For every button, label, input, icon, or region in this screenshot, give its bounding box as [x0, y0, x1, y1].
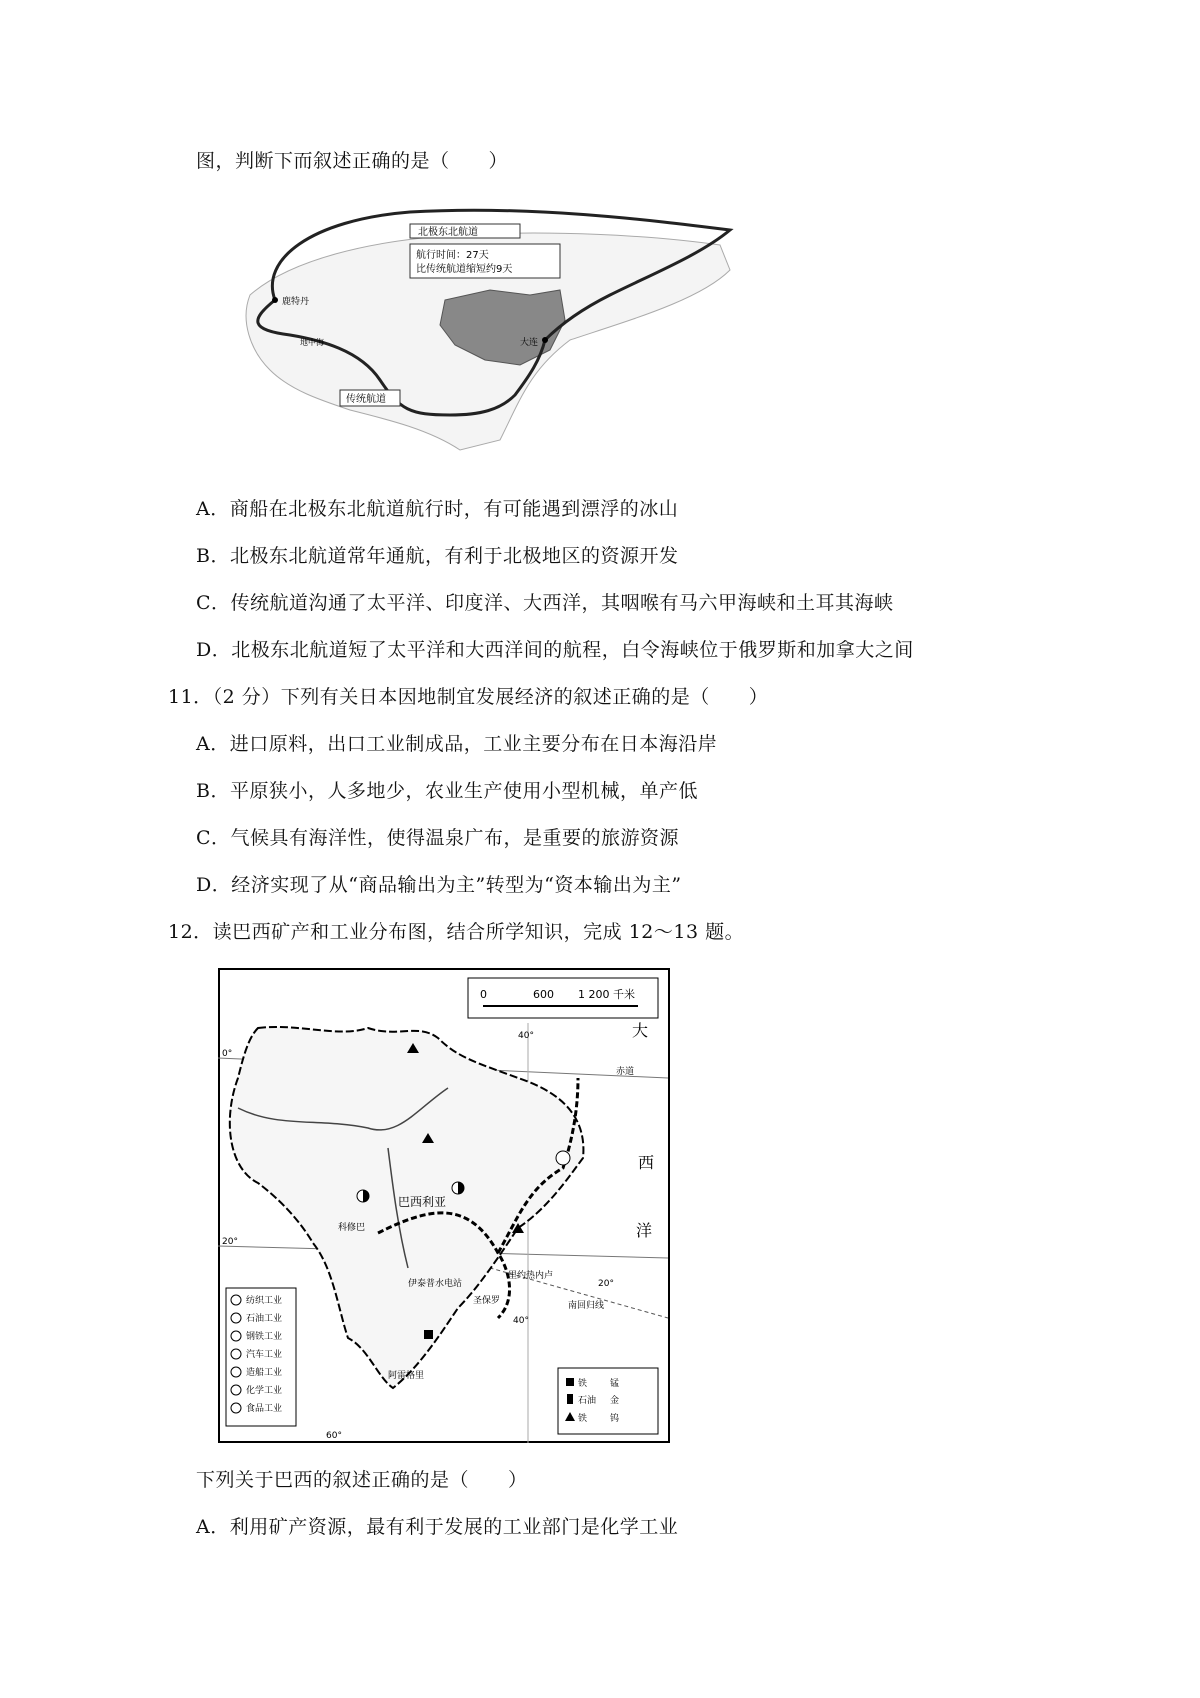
label-ocean-3: 洋: [636, 1221, 653, 1240]
q10-option-b: B．北极东北航道常年通航，有利于北极地区的资源开发: [196, 545, 679, 567]
legend-mn: 锰: [610, 1379, 620, 1389]
label-tropic: 南回归线: [568, 1301, 605, 1311]
legend-food: 食品工业: [246, 1404, 283, 1414]
label-saopaulo: 圣保罗: [473, 1296, 501, 1306]
label-lon-60: 60°: [326, 1431, 342, 1441]
legend-iron2: 铁: [578, 1414, 588, 1424]
q11-option-d: D．经济实现了从“商品输出为主”转型为“资本输出为主”: [196, 874, 682, 896]
legend-chem: 化学工业: [246, 1386, 283, 1396]
label-ne-route: 北极东北航道: [418, 227, 478, 238]
scale-1200: 1 200 千米: [578, 988, 635, 1001]
q10-stem: 图，判断下而叙述正确的是（ ）: [196, 150, 509, 172]
label-ocean-1: 大: [632, 1021, 649, 1040]
label-lat-20-right: 20°: [598, 1279, 614, 1289]
label-dalian: 大连: [520, 338, 539, 348]
label-portoalegre: 阿雷格里: [388, 1371, 425, 1381]
q11-option-a: A．进口原料，出口工业制成品，工业主要分布在日本海沿岸: [196, 733, 718, 755]
arctic-route-map: [230, 200, 790, 470]
label-rotterdam: 鹿特丹: [282, 297, 310, 307]
q12-stem: 12．读巴西矿产和工业分布图，结合所学知识，完成 12～13 题。: [168, 921, 745, 943]
label-shorter: 比传统航道缩短约9天: [416, 264, 513, 275]
label-brasilia: 巴西利亚: [398, 1195, 447, 1209]
legend-auto: 汽车工业: [246, 1350, 283, 1360]
label-traditional: 传统航道: [346, 394, 386, 405]
label-time: 航行时间：27天: [416, 250, 489, 261]
label-lat-20: 20°: [222, 1237, 238, 1247]
label-lat-0: 0°: [222, 1049, 233, 1059]
q12-question: 下列关于巴西的叙述正确的是（ ）: [196, 1469, 528, 1491]
label-itaipu: 伊泰普水电站: [408, 1279, 463, 1289]
label-equator: 赤道: [616, 1067, 635, 1077]
legend-oil: 石油工业: [246, 1314, 283, 1324]
scale-0: 0: [480, 988, 487, 1001]
label-lon-40-bottom: 40°: [513, 1316, 529, 1326]
label-ocean-2: 西: [638, 1153, 655, 1172]
legend-petro: 石油: [578, 1396, 597, 1406]
legend-textile: 纺织工业: [246, 1296, 283, 1306]
label-med: 地中海: [300, 338, 324, 347]
legend-steel: 钢铁工业: [246, 1332, 283, 1342]
legend-iron: 铁: [578, 1379, 588, 1389]
brazil-map: [218, 968, 670, 1443]
q10-option-d: D．北极东北航道短了太平洋和大西洋间的航程，白令海峡位于俄罗斯和加拿大之间: [196, 639, 914, 661]
q10-option-c: C．传统航道沟通了太平洋、印度洋、大西洋，其咽喉有马六甲海峡和土耳其海峡: [196, 592, 894, 614]
label-lon-40-top: 40°: [518, 1031, 534, 1041]
legend-gold: 金: [610, 1396, 620, 1406]
scale-600: 600: [533, 988, 554, 1001]
q11-option-c: C．气候具有海洋性，使得温泉广布，是重要的旅游资源: [196, 827, 680, 849]
legend-w: 钨: [610, 1414, 620, 1424]
label-cuiaba: 科修巴: [338, 1223, 366, 1233]
label-rio: 里约热内卢: [508, 1271, 554, 1281]
q10-option-a: A．商船在北极东北航道航行时，有可能遇到漂浮的冰山: [196, 498, 679, 520]
q11-option-b: B．平原狭小，人多地少，农业生产使用小型机械，单产低: [196, 780, 698, 802]
q12-option-a: A．利用矿产资源，最有利于发展的工业部门是化学工业: [196, 1516, 679, 1538]
q11-stem: 11．（2 分）下列有关日本因地制宜发展经济的叙述正确的是（ ）: [168, 686, 769, 708]
legend-ship: 造船工业: [246, 1368, 283, 1378]
